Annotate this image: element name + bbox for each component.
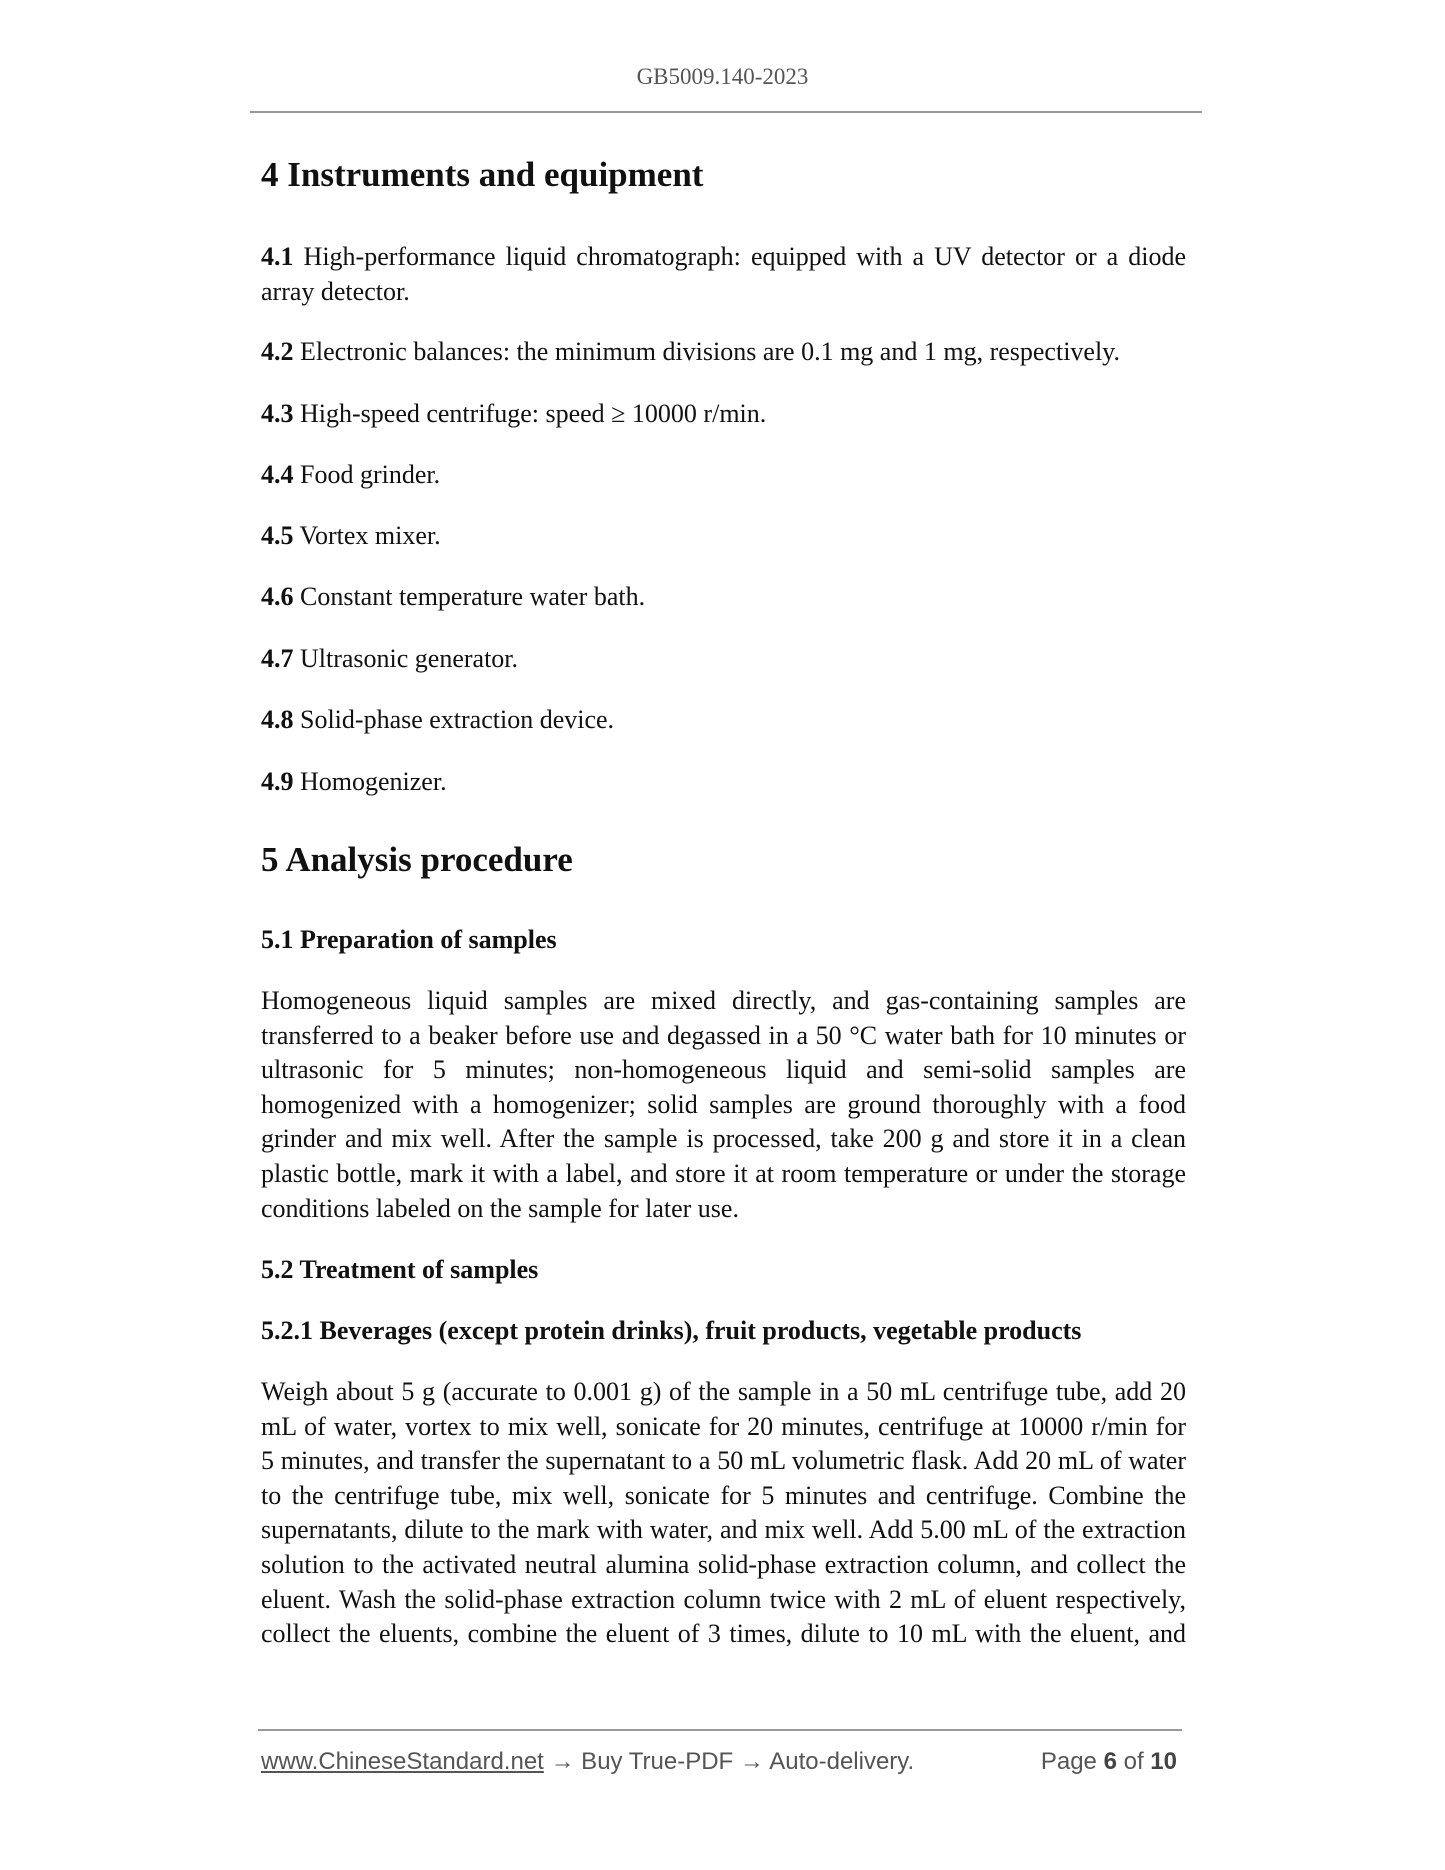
instrument-item — [261, 765, 1186, 800]
instrument-item — [261, 580, 1186, 615]
item-text: Food grinder. — [300, 460, 441, 489]
item-number: 4.2 — [261, 337, 294, 366]
item-text: Constant temperature water bath. — [300, 582, 646, 611]
paragraph-line: mL of water, vortex to mix well, sonicate for 20 minutes, centrifuge at 10000 r/min for — [261, 1411, 1186, 1441]
item-number: 4.8 — [261, 705, 294, 734]
section-4-heading: 4 Instruments and equipment — [261, 155, 704, 194]
page-number — [1041, 1748, 1177, 1776]
item-text: Solid-phase extraction device. — [300, 705, 615, 734]
item-line — [261, 397, 1186, 432]
section-5-1-heading: 5.1 Preparation of samples — [261, 925, 557, 954]
paragraph-line: 5 minutes, and transfer the supernatant to a 50 mL volumetric flask. Add 20 mL of water — [261, 1446, 1186, 1476]
item-line — [261, 580, 1186, 615]
instrument-item — [261, 240, 1186, 309]
section-5-2-heading: 5.2 Treatment of samples — [261, 1255, 539, 1284]
item-line — [261, 703, 1186, 738]
paragraph-line: grinder and mix well. After the sample is processed, take 200 g and store it in a clean — [261, 1124, 1186, 1154]
instrument-item — [261, 458, 1186, 493]
page-label: Page — [1040, 1748, 1097, 1775]
paragraph-line: collect the eluents, combine the eluent of 3 times, dilute to 10 mL with the eluent, and — [261, 1619, 1186, 1649]
instrument-item — [261, 397, 1186, 432]
item-number: 4.9 — [261, 767, 294, 796]
header-divider — [250, 111, 1202, 113]
instrument-item — [261, 335, 1186, 370]
item-text: Electronic balances: the minimum divisions are 0.1 mg and 1 mg, respectively. — [300, 337, 1120, 366]
item-line — [261, 765, 1186, 800]
item-text: Vortex mixer. — [299, 521, 441, 550]
section-5-1-paragraph — [261, 984, 1186, 1226]
item-number: 4.1 — [261, 242, 294, 271]
paragraph-line: Weigh about 5 g (accurate to 0.001 g) of the sample in a 50 mL centrifuge tube, add 20 — [261, 1377, 1186, 1406]
section-5-2-1-heading: 5.2.1 Beverages (except protein drinks), fruit products, vegetable products — [261, 1316, 1082, 1345]
instrument-item — [261, 703, 1186, 738]
item-text: High-speed centrifuge: speed ≥ 10000 r/min. — [300, 399, 767, 428]
paragraph-line: eluent. Wash the solid-phase extraction column twice with 2 mL of eluent respectively, — [261, 1584, 1186, 1614]
paragraph-line: solution to the activated neutral alumina solid-phase extraction column, and collect the — [261, 1549, 1186, 1579]
item-text: array detector. — [261, 276, 410, 306]
paragraph-line: transferred to a beaker before use and degassed in a 50 °C water bath for 10 minutes or — [261, 1020, 1186, 1050]
paragraph-line: plastic bottle, mark it with a label, and store it at room temperature or under the storage — [261, 1158, 1186, 1188]
item-line — [261, 642, 1186, 677]
item-line — [261, 335, 1186, 370]
running-header: GB5009.140-2023 — [636, 64, 809, 89]
item-text: Homogenizer. — [300, 767, 447, 796]
paragraph-line: supernatants, dilute to the mark with water, and mix well. Add 5.00 mL of the extraction — [261, 1515, 1186, 1545]
instrument-item — [261, 519, 1186, 554]
paragraph-line: Homogeneous liquid samples are mixed directly, and gas-containing samples are — [261, 986, 1186, 1015]
item-text: High-performance liquid chromatograph: equipped with a UV detector or a diode — [303, 242, 1187, 271]
instrument-item — [261, 642, 1186, 677]
item-line — [261, 458, 1186, 493]
item-number: 4.6 — [261, 582, 294, 611]
footer-promo: → Buy True-PDF → Auto-delivery. — [543, 1748, 915, 1775]
total-pages: 10 — [1150, 1748, 1177, 1775]
item-number: 4.7 — [261, 644, 294, 673]
item-text: Ultrasonic generator. — [300, 644, 519, 673]
item-number: 4.5 — [261, 521, 294, 550]
item-number: 4.4 — [261, 460, 294, 489]
item-line — [261, 275, 1186, 310]
footer-text — [261, 1748, 914, 1776]
paragraph-line: conditions labeled on the sample for later use. — [261, 1193, 739, 1223]
paragraph-line: to the centrifuge tube, mix well, sonicate for 5 minutes and centrifuge. Combine the — [261, 1480, 1186, 1510]
item-number: 4.3 — [261, 399, 294, 428]
paragraph-line: ultrasonic for 5 minutes; non-homogeneous liquid and semi-solid samples are — [261, 1055, 1186, 1085]
item-line — [261, 519, 1186, 554]
section-5-2-1-paragraph — [261, 1375, 1186, 1652]
footer-divider — [258, 1729, 1182, 1731]
section-5-heading: 5 Analysis procedure — [261, 840, 573, 879]
footer-link[interactable]: www.ChineseStandard.net — [261, 1748, 544, 1775]
item-line — [261, 240, 1186, 275]
paragraph-line: homogenized with a homogenizer; solid samples are ground thoroughly with a food — [261, 1089, 1186, 1119]
current-page: 6 — [1103, 1748, 1117, 1775]
of-label: of — [1123, 1748, 1144, 1775]
